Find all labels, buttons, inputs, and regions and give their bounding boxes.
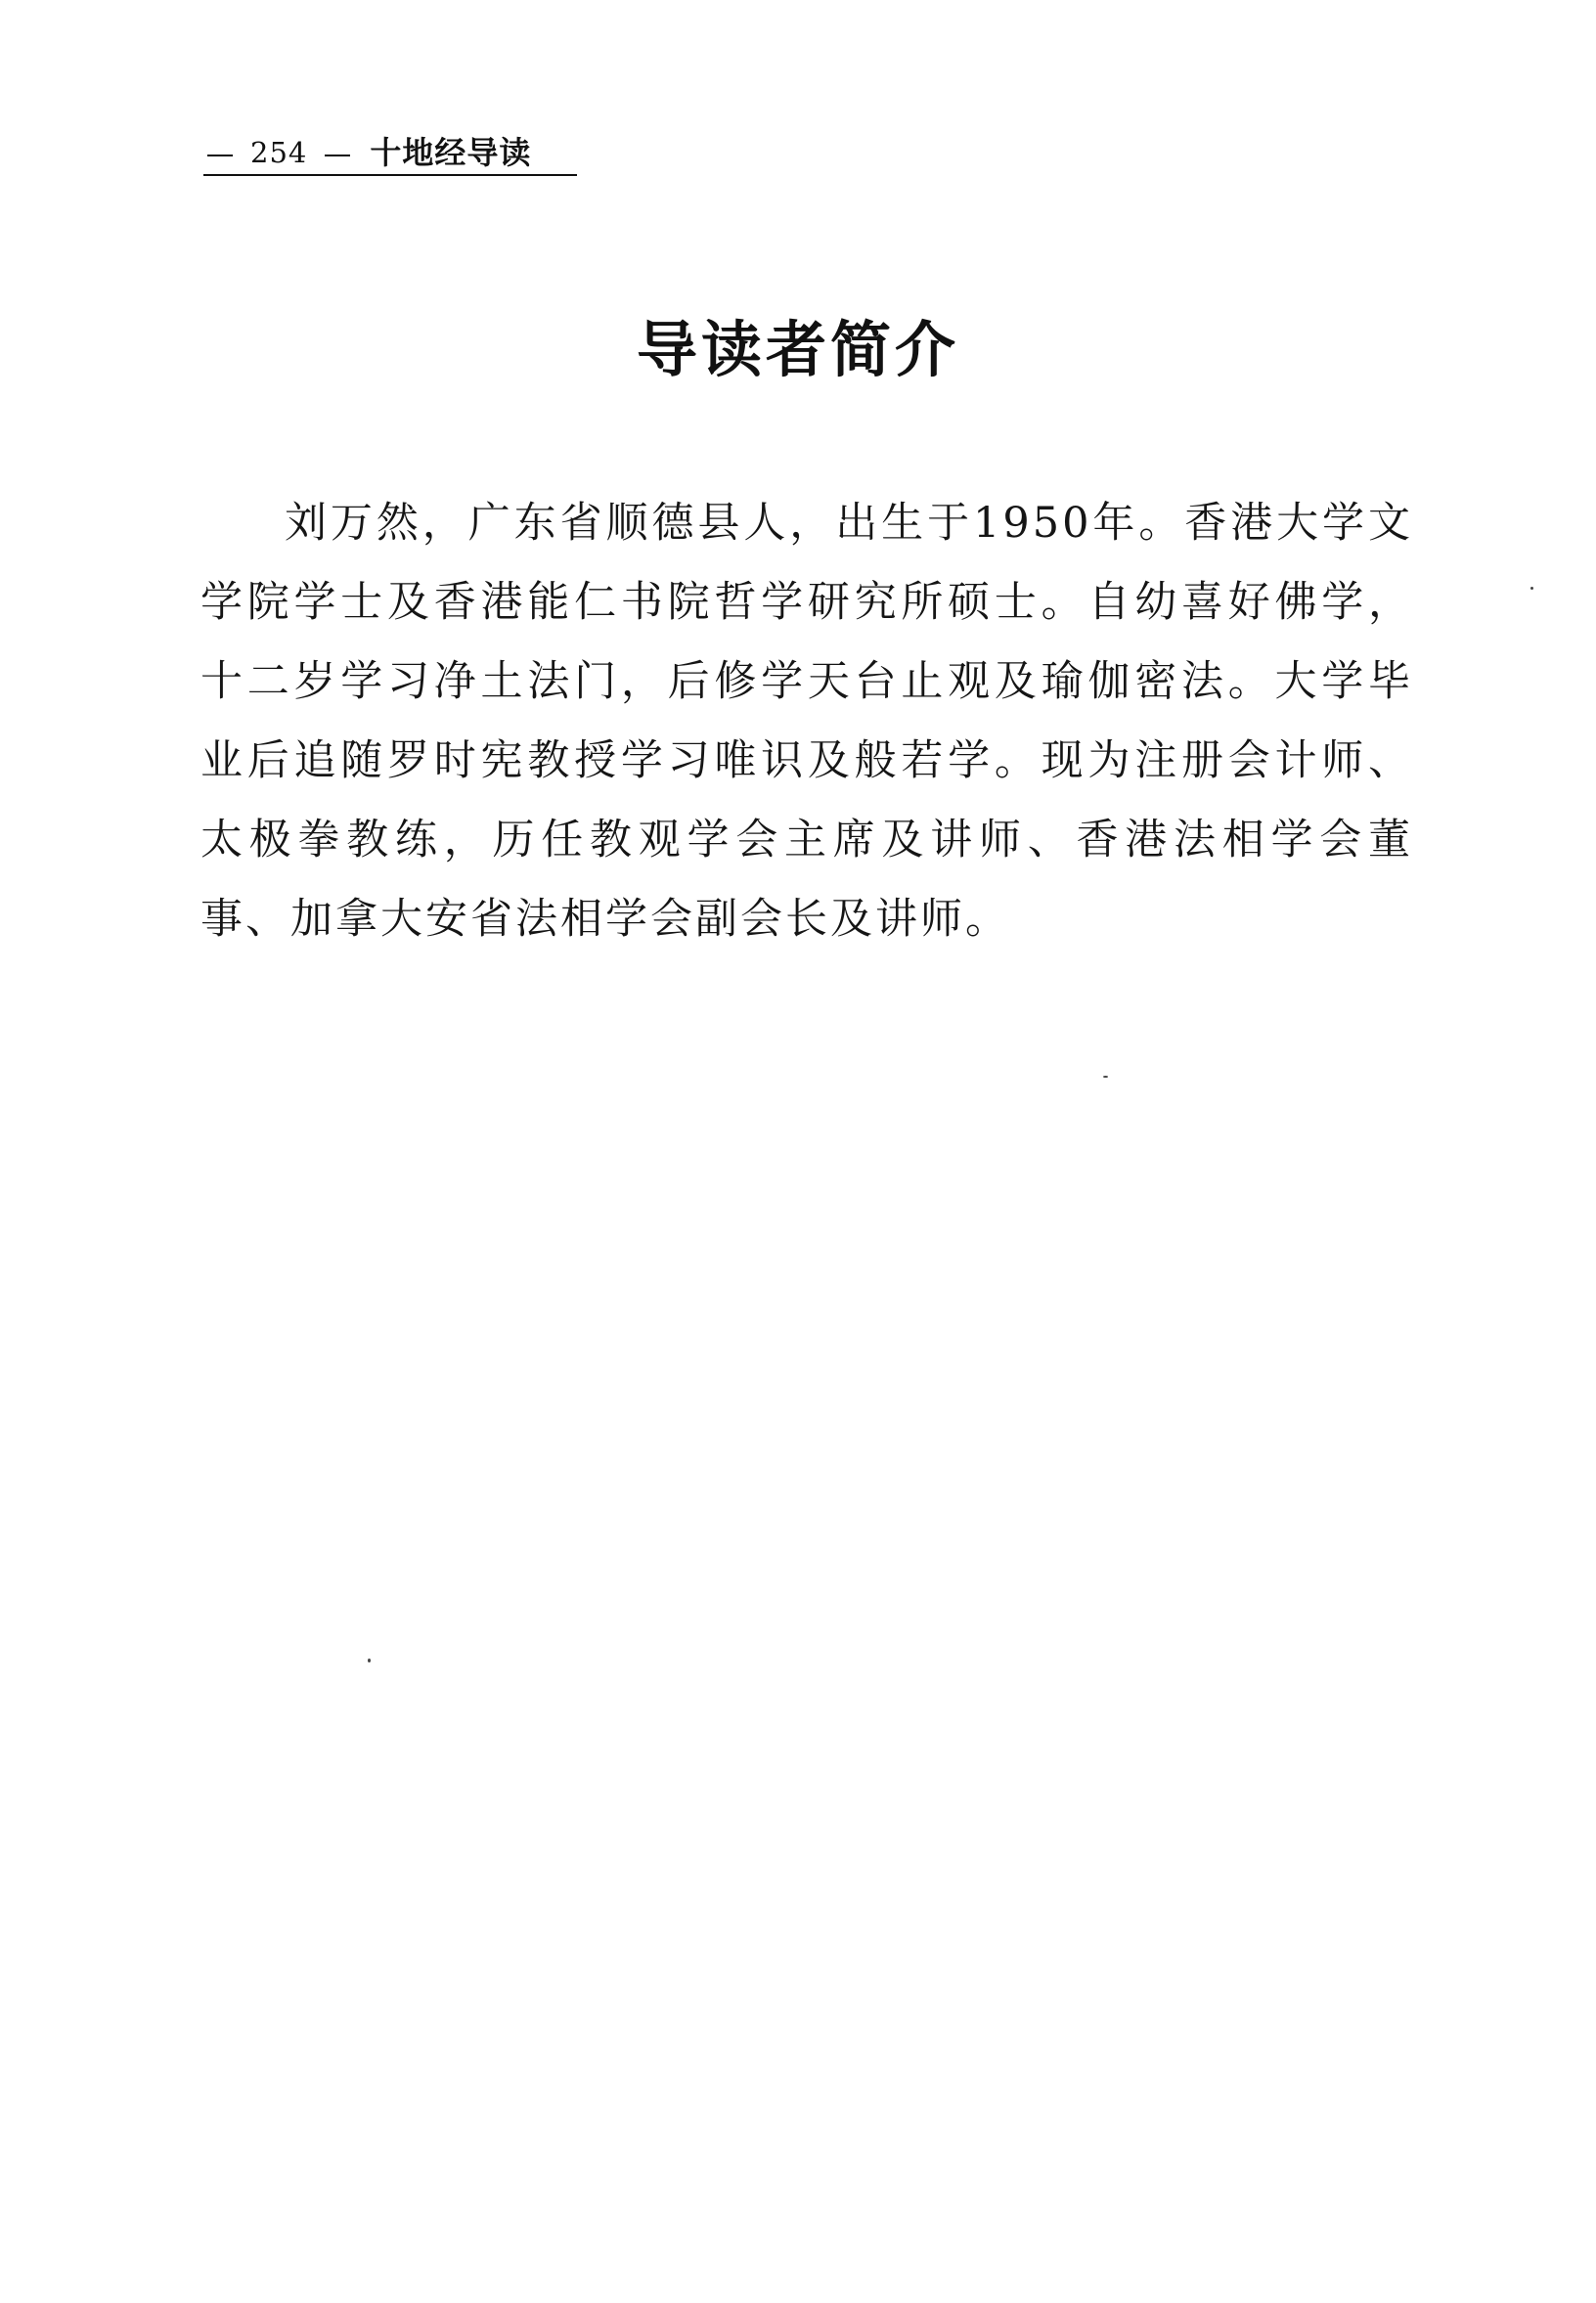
running-header	[203, 129, 577, 176]
author-bio-paragraph: 刘万然，广东省顺德县人，出生于1950年。香港大学文学院学士及香港能仁书院哲学研究所硕士。自幼喜好佛学，十二岁学习净土法门，后修学天台止观及瑜伽密法。大学毕业后追随罗时宪教授学习唯识及般若学。现为注册会计师、太极拳教练，历任教观学会主席及讲师、香港法相学会董事、加拿大安省法相学会副会长及讲师。	[200, 499, 1413, 944]
section-title: 导读者简介	[636, 314, 959, 385]
scan-speck	[1103, 1076, 1108, 1078]
page-number: 254	[250, 136, 308, 169]
dash-left	[207, 155, 233, 156]
scan-speck	[1530, 587, 1533, 590]
scan-speck	[368, 1659, 371, 1662]
book-title: 十地经导读	[370, 134, 532, 171]
dash-right	[325, 155, 350, 156]
